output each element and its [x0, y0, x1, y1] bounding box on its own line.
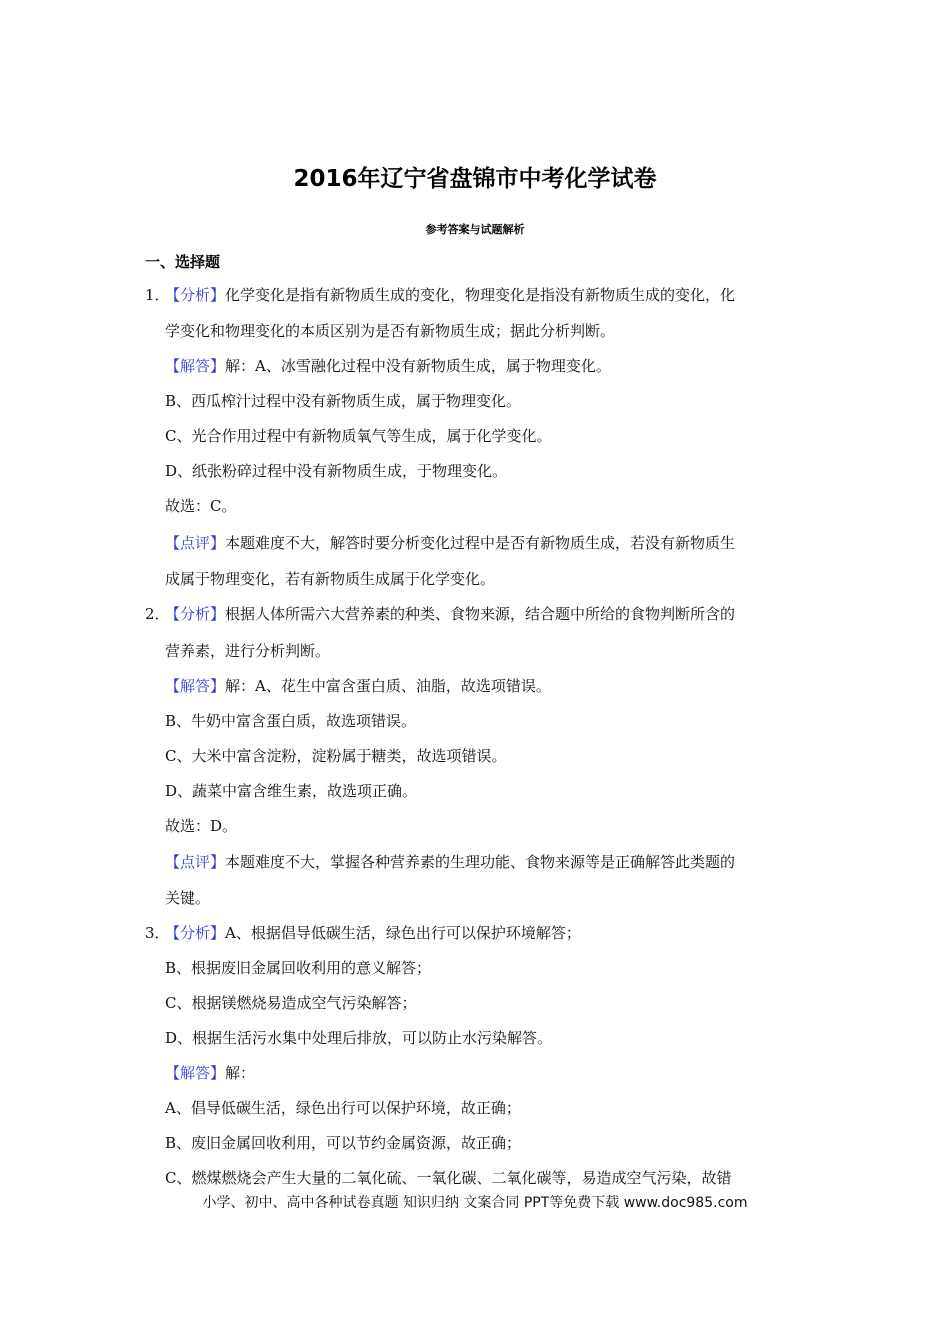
q3-analysis-d: D、根据生活污水集中处理后排放，可以防止水污染解答。: [165, 1029, 553, 1047]
page-footer: 小学、初中、高中各种试卷真题 知识归纳 文案合同 PPT等免费下载 www.doc985.com: [202, 1195, 748, 1211]
q1-option-b: B、西瓜榨汁过程中没有新物质生成，属于物理变化。: [165, 392, 522, 410]
q2-option-c: C、大米中富含淀粉，淀粉属于糖类，故选项错误。: [165, 747, 507, 765]
comment-tag: 【点评】: [165, 853, 226, 871]
q3-analysis-b: B、根据废旧金属回收利用的意义解答；: [165, 959, 432, 977]
q1-choice: 故选：C。: [165, 497, 237, 515]
q2-answer-text: 解：A、花生中富含蛋白质、油脂，故选项错误。: [225, 677, 551, 695]
comment-tag: 【点评】: [165, 534, 226, 552]
question-1-number: 1．: [145, 286, 170, 304]
q3-answer-line: [165, 1063, 810, 1083]
q3-analysis-c: C、根据镁燃烧易造成空气污染解答；: [165, 994, 417, 1012]
analysis-tag: 【分析】: [165, 286, 226, 304]
q1-analysis-text: 化学变化是指有新物质生成的变化，物理变化是指没有新物质生成的变化，化: [225, 286, 736, 304]
question-2-number: 2．: [145, 605, 170, 623]
q1-answer-text: 解：A、冰雪融化过程中没有新物质生成，属于物理变化。: [225, 357, 611, 375]
q1-answer-line: [165, 356, 810, 376]
q1-option-c: C、光合作用过程中有新物质氧气等生成，属于化学变化。: [165, 427, 552, 445]
answer-tag: 【解答】: [165, 677, 226, 695]
q2-comment-line: [165, 852, 810, 872]
answer-tag: 【解答】: [165, 1064, 226, 1082]
q2-choice: 故选：D。: [165, 817, 238, 835]
q3-answer-text: 解：: [225, 1064, 256, 1082]
q2-comment-cont: 关键。: [165, 889, 211, 907]
q2-option-b: B、牛奶中富含蛋白质，故选项错误。: [165, 712, 417, 730]
page-title: 2016年辽宁省盘锦市中考化学试卷: [293, 166, 657, 192]
q1-comment-text: 本题难度不大，解答时要分析变化过程中是否有新物质生成，若没有新物质生: [225, 534, 736, 552]
q3-answer-b: B、废旧金属回收利用，可以节约金属资源，故正确；: [165, 1134, 522, 1152]
q3-answer-c: C、燃煤燃烧会产生大量的二氧化硫、一氧化碳、二氧化碳等，易造成空气污染，故错: [165, 1169, 732, 1187]
q2-comment-text: 本题难度不大，掌握各种营养素的生理功能、食物来源等是正确解答此类题的: [225, 853, 736, 871]
q1-comment-cont: 成属于物理变化，若有新物质生成属于化学变化。: [165, 570, 496, 588]
q2-analysis-line: [165, 604, 810, 624]
question-3-number: 3．: [145, 924, 170, 942]
q3-analysis-line: [165, 923, 810, 943]
q1-analysis-line: [165, 285, 810, 305]
q2-answer-line: [165, 676, 810, 696]
q2-analysis-cont: 营养素，进行分析判断。: [165, 642, 331, 660]
page-subtitle: 参考答案与试题解析: [425, 223, 525, 236]
analysis-tag: 【分析】: [165, 924, 226, 942]
q1-comment-line: [165, 533, 810, 553]
q2-option-d: D、蔬菜中富含维生素，故选项正确。: [165, 782, 418, 800]
section-heading: 一、选择题: [145, 253, 221, 271]
analysis-tag: 【分析】: [165, 605, 226, 623]
q3-answer-a: A、倡导低碳生活，绿色出行可以保护环境，故正确；: [165, 1099, 521, 1117]
q1-analysis-cont: 学变化和物理变化的本质区别为是否有新物质生成；据此分析判断。: [165, 322, 616, 340]
q2-analysis-text: 根据人体所需六大营养素的种类、食物来源，结合题中所给的食物判断所含的: [225, 605, 736, 623]
q1-option-d: D、纸张粉碎过程中没有新物质生成，于物理变化。: [165, 462, 508, 480]
q3-analysis-text: A、根据倡导低碳生活，绿色出行可以保护环境解答；: [225, 924, 581, 942]
answer-tag: 【解答】: [165, 357, 226, 375]
